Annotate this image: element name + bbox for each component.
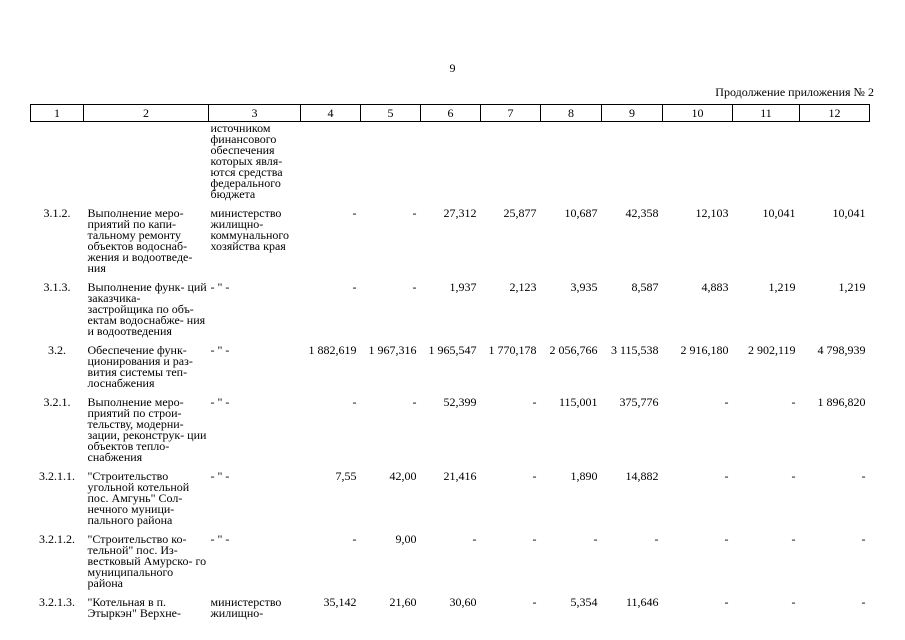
row-value-col-5: 9,00 (395, 532, 417, 546)
row-value-col-4: 35,142 (323, 595, 357, 609)
row-value-col-6: 30,60 (449, 595, 477, 609)
row-value-col-11: - (791, 395, 796, 409)
row-value-col-11: - (791, 595, 796, 609)
row-value-col-12: - (861, 595, 866, 609)
header-row (31, 105, 870, 122)
row-name: "Строительство угольной котельной пос. Амгунь" Сол- нечного муници- пального района (87, 469, 190, 527)
header-cell-3: 3 (209, 105, 301, 122)
row-value-col-4: - (352, 206, 357, 220)
row-value-col-5 (361, 122, 421, 201)
row-value-col-9: - (654, 532, 659, 546)
row-value-col-7: - (532, 532, 537, 546)
row-value-col-6: - (472, 532, 477, 546)
row-code: 3.2.1.2. (39, 532, 75, 546)
row-value-col-5: 1 967,316 (368, 343, 417, 357)
row-code: 3.1.3. (43, 280, 71, 294)
row-value-col-8: 2 056,766 (549, 343, 598, 357)
row-value-col-11: 1,219 (768, 280, 796, 294)
row-executor: - " - (210, 343, 230, 357)
row-code: 3.2.1. (43, 395, 71, 409)
row-value-col-11: 10,041 (762, 206, 796, 220)
row-value-col-6: 1,937 (449, 280, 477, 294)
table-row (31, 344, 870, 389)
row-value-col-11 (733, 122, 800, 201)
row-value-col-5: 42,00 (389, 469, 417, 483)
row-value-col-10: - (724, 532, 729, 546)
row-value-col-10: - (724, 595, 729, 609)
row-value-col-5: - (412, 395, 417, 409)
row-executor: источником финансового обеспечения которых явля- ются средства федерального бюджета (210, 121, 283, 201)
table-header (31, 105, 870, 122)
header-cell-6: 6 (421, 105, 481, 122)
row-value-col-6: 1 965,547 (428, 343, 477, 357)
row-value-col-4: - (352, 395, 357, 409)
row-name: Выполнение функ- ций заказчика- застройщика по объ- ектам водоснабже- ния и водоотведения (87, 280, 207, 338)
row-code: 3.2.1.3. (39, 595, 75, 609)
header-cell-4: 4 (301, 105, 361, 122)
row-executor: министерство жилищно- (210, 595, 282, 620)
row-value-col-9: 3 115,538 (610, 343, 659, 357)
header-cell-9: 9 (602, 105, 663, 122)
row-value-col-9: 14,882 (625, 469, 659, 483)
row-value-col-7: - (532, 595, 537, 609)
continuation-label: Продолжение приложения № 2 (715, 85, 874, 99)
row-value-col-12: - (861, 532, 866, 546)
row-value-col-12: 10,041 (832, 206, 866, 220)
row-value-col-8: 1,890 (570, 469, 598, 483)
appendix-table (30, 104, 870, 619)
header-cell-12: 12 (800, 105, 870, 122)
row-value-col-5: 21,60 (389, 595, 417, 609)
row-code: 3.2.1.1. (39, 469, 75, 483)
row-value-col-8 (541, 122, 602, 201)
row-value-col-12: 4 798,939 (817, 343, 866, 357)
row-value-col-8: 10,687 (564, 206, 598, 220)
row-code: 3.1.2. (43, 206, 71, 220)
row-name: Выполнение меро- приятий по строи- тельству, модерни- зации, реконструк- ции объектов тепло- снабжения (87, 395, 207, 464)
row-value-col-4: 7,55 (335, 469, 357, 483)
row-value-col-8: 3,935 (570, 280, 598, 294)
row-value-col-4: - (352, 280, 357, 294)
table-row (31, 122, 870, 201)
header-cell-2: 2 (84, 105, 209, 122)
row-value-col-9: 8,587 (631, 280, 659, 294)
row-value-col-6: 21,416 (443, 469, 477, 483)
row-value-col-7: - (532, 469, 537, 483)
page-number: 9 (449, 61, 456, 75)
row-value-col-8: 5,354 (570, 595, 598, 609)
row-value-col-12: - (861, 469, 866, 483)
row-value-col-12 (800, 122, 870, 201)
row-value-col-9: 375,776 (619, 395, 659, 409)
header-cell-5: 5 (361, 105, 421, 122)
row-value-col-6: 52,399 (443, 395, 477, 409)
row-value-col-9: 11,646 (625, 595, 659, 609)
row-value-col-11: - (791, 532, 796, 546)
row-value-col-7 (481, 122, 541, 201)
row-executor: министерство жилищно- коммунального хозяйства края (210, 206, 290, 253)
row-name: Выполнение меро- приятий по капи- тальному ремонту объектов водоснаб- жения и водоотведе- ния (87, 206, 193, 275)
table-row (31, 281, 870, 337)
row-value-col-11: - (791, 469, 796, 483)
row-executor: - " - (210, 395, 230, 409)
table-row (31, 396, 870, 463)
row-value-col-10 (663, 122, 733, 201)
row-name: "Котельная в п. Этыркэн" Верхне- (87, 595, 181, 620)
row-value-col-11: 2 902,119 (747, 343, 796, 357)
table-row (31, 470, 870, 526)
row-executor: - " - (210, 280, 230, 294)
row-value-col-5: - (412, 206, 417, 220)
row-value-col-10: 2 916,180 (680, 343, 729, 357)
row-value-col-4: 1 882,619 (308, 343, 357, 357)
row-value-col-5: - (412, 280, 417, 294)
row-value-col-7: 25,877 (503, 206, 537, 220)
row-code (31, 122, 84, 201)
row-executor: - " - (210, 532, 230, 546)
table-row (31, 207, 870, 274)
row-value-col-12: 1,219 (838, 280, 866, 294)
row-value-col-10: 4,883 (701, 280, 729, 294)
row-value-col-7: 1 770,178 (488, 343, 537, 357)
header-cell-7: 7 (481, 105, 541, 122)
row-value-col-10: 12,103 (695, 206, 729, 220)
header-cell-1: 1 (31, 105, 84, 122)
row-value-col-6 (421, 122, 481, 201)
row-value-col-8: - (593, 532, 598, 546)
table-body (31, 122, 870, 620)
row-value-col-4: - (352, 532, 357, 546)
row-value-col-9 (602, 122, 663, 201)
row-code: 3.2. (48, 343, 66, 357)
row-value-col-9: 42,358 (625, 206, 659, 220)
header-cell-10: 10 (663, 105, 733, 122)
row-value-col-6: 27,312 (443, 206, 477, 220)
row-value-col-7: 2,123 (509, 280, 537, 294)
row-name (84, 122, 209, 201)
row-value-col-12: 1 896,820 (817, 395, 866, 409)
row-name: "Строительство ко- тельной" пос. Из- вестковый Амурско- го муниципального района (87, 532, 207, 590)
row-name: Обеспечение функ- ционирования и раз- вития системы теп- лоснабжения (87, 343, 193, 390)
header-cell-8: 8 (541, 105, 602, 122)
row-value-col-4 (301, 122, 361, 201)
row-value-col-10: - (724, 469, 729, 483)
table-row (31, 596, 870, 619)
row-value-col-7: - (532, 395, 537, 409)
header-cell-11: 11 (733, 105, 800, 122)
row-value-col-8: 115,001 (558, 395, 598, 409)
row-value-col-10: - (724, 395, 729, 409)
row-executor: - " - (210, 469, 230, 483)
table-row (31, 533, 870, 589)
